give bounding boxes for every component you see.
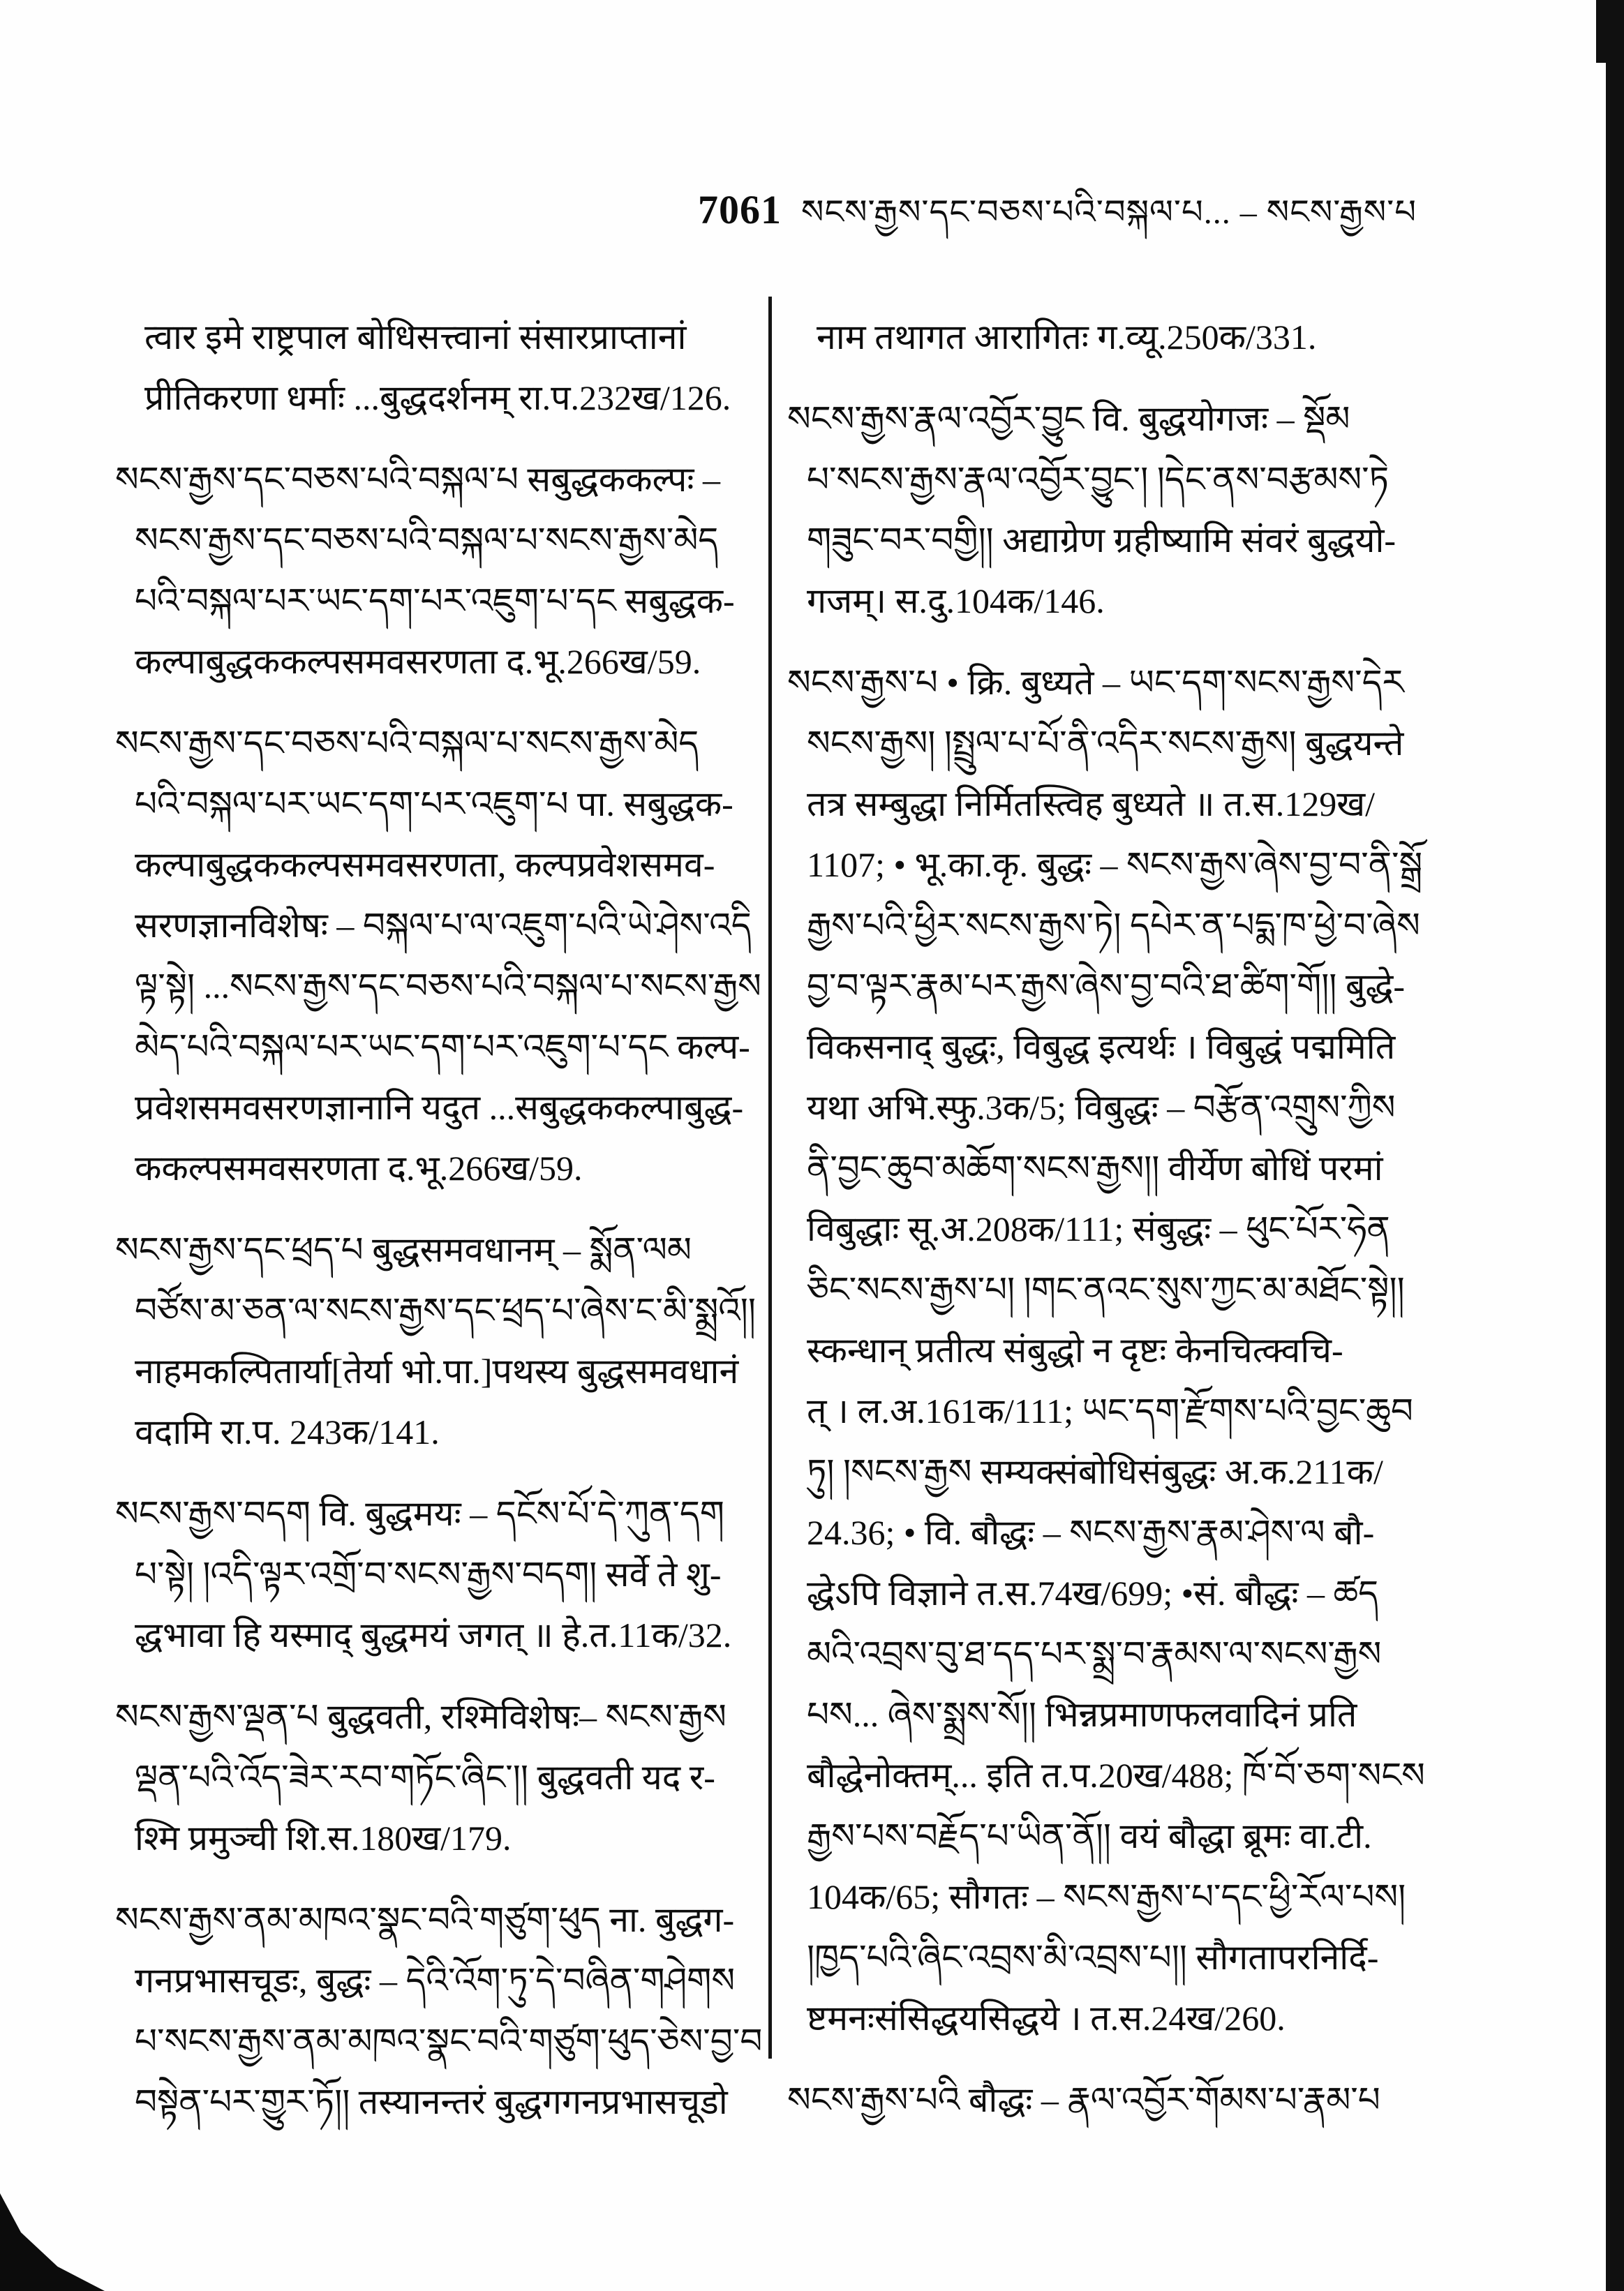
text-line: द्धेऽपि विज्ञाने त.स.74ख/699; •सं. बौद्धः – ཚད xyxy=(807,1574,1379,1613)
dictionary-entry xyxy=(787,652,1600,2049)
text-line: सरणज्ञानविशेषः – བསྐལ་པ་ལ་འཇུག་པའི་ཡེ་ཤེས་འདི xyxy=(135,906,752,945)
text-line: प्रवेशसमवसरणज्ञानानि यदुत ...सबुद्धककल्पाबुद्ध- xyxy=(135,1088,744,1127)
dictionary-entry xyxy=(115,1220,775,1463)
text-line: སངས་རྒྱས་དང་ཕྲད་པ बुद्धसमवधानम् – སྨོན་ལམ xyxy=(115,1230,692,1269)
continuation-paragraph xyxy=(115,307,775,428)
dictionary-entry xyxy=(787,2070,1600,2130)
right-column xyxy=(787,307,1600,2130)
running-title: སངས་རྒྱས་དང་བཅས་པའི་བསྐལ་པ... – སངས་རྒྱས་པ xyxy=(801,194,1417,231)
text-line: བྱ་བ་ལྟར་རྣམ་པར་རྒྱས་ཞེས་བྱ་བའི་ཐ་ཚིག་གོ།། बुद्धे- xyxy=(807,967,1406,1006)
dictionary-entry xyxy=(115,1890,775,2133)
scan-edge-artifact xyxy=(1606,0,1624,2291)
text-line: ཏུ། །སངས་རྒྱས सम्यक्संबोधिसंबुद्धः अ.क.211क/ xyxy=(807,1452,1383,1491)
text-line: མའི་འབྲས་བུ་ཐ་དད་པར་སྨྲ་བ་རྣམས་ལ་སངས་རྒྱས xyxy=(807,1634,1382,1673)
text-line: कल्पाबुद्धककल्पसमवसरणता, कल्पप्रवेशसमव- xyxy=(135,845,715,884)
dictionary-entry xyxy=(115,1687,775,1869)
continuation-paragraph xyxy=(787,307,1600,368)
text-line: སངས་རྒྱས་བདག वि. बुद्धमयः – དངོས་པོ་དེ་ཀུན་དག xyxy=(115,1494,724,1533)
text-line: པ་སངས་རྒྱས་རྣལ་འབྱོར་བྱུང་། །དེང་ནས་བརྩམས་ཏེ xyxy=(807,460,1389,499)
text-line: यथा अभि.स्फु.3क/5; विबुद्धः – བརྩོན་འགྲུས་ཀྱིས xyxy=(807,1088,1396,1127)
text-line: गनप्रभासचूडः, बुद्धः – དེའི་འོག་ཏུ་དེ་བཞིན་གཤེགས xyxy=(135,1961,736,2000)
text-line: बौद्धेनोक्तम्... इति त.प.20ख/488; ཁོ་བོ་ཅག་སངས xyxy=(807,1756,1425,1795)
text-line: སངས་རྒྱས་དང་བཅས་པའི་བསྐལ་པ་སངས་རྒྱས་མེད xyxy=(135,521,719,560)
text-line: ལྡན་པའི་འོད་ཟེར་རབ་གཏོང་ཞིང་།། बुद्धवती यद र- xyxy=(135,1758,715,1797)
text-line: རྒྱས་པས་བརྗོད་པ་ཡིན་ནོ།། वयं बौद्धा ब्रूमः वा.टी. xyxy=(807,1816,1372,1856)
text-line: त्वार इमे राष्ट्रपाल बोधिसत्त्वानां संसारप्राप्तानां xyxy=(144,318,687,357)
dictionary-entry xyxy=(115,1484,775,1666)
text-line: སངས་རྒྱས་པ • क्रि. बुध्यते – ཡང་དག་སངས་རྒྱས་དེར xyxy=(787,663,1404,702)
text-line: नाम तथागत आरागितः ग.व्यू.250क/331. xyxy=(817,318,1317,357)
text-line: བསྟེན་པར་གྱུར་ཏོ།། तस्यानन्तरं बुद्धगगनप्रभासचूडो xyxy=(135,2082,728,2121)
text-line: ककल्पसमवसरणता द.भू.266ख/59. xyxy=(135,1149,583,1188)
text-line: སངས་རྒྱས་ནམ་མཁའ་སྣང་བའི་གཙུག་ཕུད ना. बुद्धग- xyxy=(115,1900,735,1939)
dictionary-entry xyxy=(787,389,1600,632)
text-line: विकसनाद् बुद्धः, विबुद्ध इत्यर्थः । विबुद्धं पद्ममिति xyxy=(807,1027,1396,1066)
text-line: वदामि रा.प. 243क/141. xyxy=(135,1412,440,1452)
text-line: པའི་བསྐལ་པར་ཡང་དག་པར་འཇུག་པ་དང सबुद्धक- xyxy=(135,581,735,620)
running-head xyxy=(698,174,1598,269)
text-line: སངས་རྒྱས། །སྤྲུལ་པ་པོ་ནི་འདིར་སངས་རྒྱས། बुद्धयन्ते xyxy=(807,724,1404,763)
text-line: སངས་རྒྱས་ལྡན་པ बुद्धवती, रश्मिविशेषः– སངས་རྒྱས xyxy=(115,1697,727,1736)
text-line: པའི་བསྐལ་པར་ཡང་དག་པར་འཇུག་པ पा. सबुद्धक- xyxy=(135,784,733,823)
scan-edge-corner-artifact xyxy=(1596,0,1624,63)
text-line: ནི་བྱང་ཆུབ་མཆོག་སངས་རྒྱས།། वीर्येण बोधिं परमां xyxy=(807,1149,1383,1188)
text-line: कल्पाबुद्धककल्पसमवसरणता द.भू.266ख/59. xyxy=(135,642,701,681)
text-line: 24.36; • वि. बौद्धः – སངས་རྒྱས་རྣམ་ཤེས་ལ बौ- xyxy=(807,1513,1375,1552)
text-line: द्धभावा हि यस्माद् बुद्धमयं जगत् ॥ हे.त.11क/32. xyxy=(135,1615,732,1655)
ink-blotch-artifact xyxy=(0,2193,105,2291)
dictionary-entry xyxy=(115,713,775,1199)
text-line: །ཁྱད་པའི་ཞིང་འབྲས་མི་འབྲས་པ།། सौगतापरनिर्दि- xyxy=(807,1938,1379,1977)
text-line: 1107; • भू.का.कृ. बुद्धः – སངས་རྒྱས་ཞེས་བྱ་བ་ནི་སྒྲོ xyxy=(807,845,1423,884)
page-number: 7061 xyxy=(698,187,782,232)
text-line: ལྟ་སྟེ། ...སངས་རྒྱས་དང་བཅས་པའི་བསྐལ་པ་སངས་རྒྱས xyxy=(135,967,761,1006)
text-line: ཅིང་སངས་རྒྱས་པ། །གང་ནའང་སུས་ཀྱང་མ་མཐོང་སྟེ།། xyxy=(807,1270,1405,1309)
text-line: 104क/65; सौगतः – སངས་རྒྱས་པ་དང་ཕྱི་རོལ་པས། xyxy=(807,1877,1406,1916)
text-line: བཙོས་མ་ཅན་ལ་སངས་རྒྱས་དང་ཕྲད་པ་ཞེས་ང་མི་སྨྲའོ།། xyxy=(135,1291,756,1330)
text-line: སངས་རྒྱས་དང་བཅས་པའི་བསྐལ་པ सबुद्धककल्पः – xyxy=(115,460,720,499)
text-line: तत्र सम्बुद्धा निर्मितस्त्विह बुध्यते ॥ त.स.129ख/ xyxy=(807,784,1376,823)
text-line: ष्टमनःसंसिद्धयसिद्धये । त.स.24ख/260. xyxy=(807,1999,1286,2038)
dictionary-entry xyxy=(115,449,775,692)
text-line: त् । ल.अ.161क/111; ཡང་དག་རྫོགས་པའི་བྱང་ཆུབ xyxy=(807,1391,1413,1431)
text-line: སངས་རྒྱས་དང་བཅས་པའི་བསྐལ་པ་སངས་རྒྱས་མེད xyxy=(115,724,699,763)
text-line: གཟུང་བར་བགྱི།། अद्याग्रेण ग्रहीष्यामि संवरं बुद्धयो- xyxy=(807,521,1396,560)
text-line: པ་སྟེ། །འདི་ལྟར་འགྲོ་བ་སངས་རྒྱས་བདག། सर्वे ते शु- xyxy=(135,1555,722,1594)
text-line: श्मि प्रमुञ्ची शि.स.180ख/179. xyxy=(135,1819,512,1858)
text-line: गजम्। स.दु.104क/146. xyxy=(807,581,1105,620)
text-line: स्कन्धान् प्रतीत्य संबुद्धो न दृष्टः केनचित्क्वचि- xyxy=(807,1331,1343,1370)
text-line: नाहमकल्पितार्या[तेर्या भो.पा.]पथस्य बुद्धसमवधानं xyxy=(135,1352,739,1391)
text-line: མེད་པའི་བསྐལ་པར་ཡང་དག་པར་འཇུག་པ་དང कल्प- xyxy=(135,1027,750,1066)
text-line: རྒྱས་པའི་ཕྱིར་སངས་རྒྱས་ཏེ། དཔེར་ན་པདྨ་ཁ་ཕྱེ་བ་ཞེས xyxy=(807,906,1420,945)
left-column xyxy=(115,307,775,2133)
text-line: प्रीतिकरणा धर्माः ...बुद्धदर्शनम् रा.प.232ख/126. xyxy=(144,378,731,417)
text-line: སངས་རྒྱས་པའི बौद्धः – རྣལ་འབྱོར་གོམས་པ་རྣམ་པ xyxy=(787,2080,1380,2119)
text-line: པས... ཞེས་སྨྲས་སོ།། भिन्नप्रमाणफलवादिनं प्रति xyxy=(807,1695,1357,1734)
text-line: विबुद्धाः सू.अ.208क/111; संबुद्धः – ཕུང་པོར་ཧེན xyxy=(807,1209,1390,1248)
text-line: པ་སངས་རྒྱས་ནམ་མཁའ་སྣང་བའི་གཙུག་ཕུད་ཅེས་བྱ་བ xyxy=(135,2022,763,2061)
text-line: སངས་རྒྱས་རྣལ་འབྱོར་བྱུང वि. बुद्धयोगजः – སྡོམ xyxy=(787,399,1350,438)
